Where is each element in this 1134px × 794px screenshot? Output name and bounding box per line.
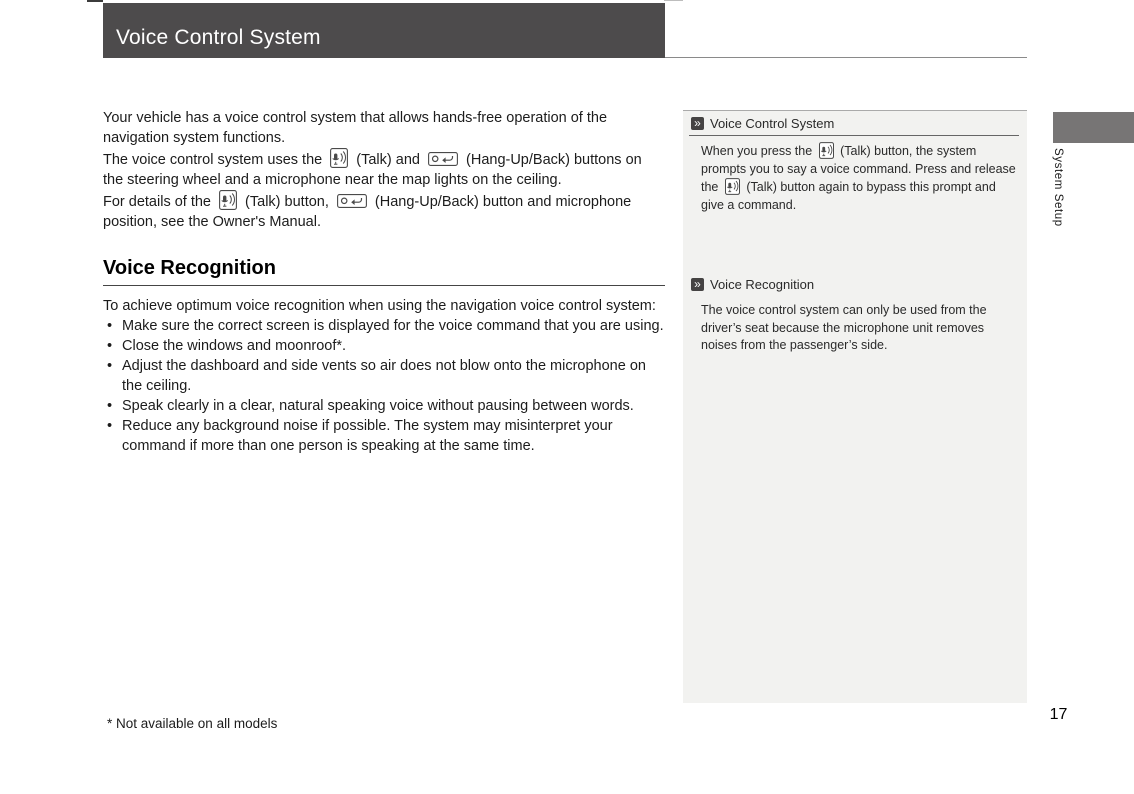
footnote: * Not available on all models [107, 716, 278, 731]
talk-icon [725, 178, 740, 195]
text-segment: (Hang-Up/Back) buttons on the steering wheel and a microphone near the map lights on the ceiling. [103, 152, 642, 188]
note-title: Voice Control System [710, 116, 835, 131]
double-chevron-icon: » [691, 117, 704, 130]
text-segment: (Talk) button, [241, 194, 333, 210]
sidebar-notes [683, 110, 1027, 703]
note-header [689, 111, 1019, 136]
double-chevron-icon: » [691, 278, 704, 291]
text-segment: (Talk) button again to bypass this prompt and give a command. [701, 180, 996, 212]
intro-paragraph-3 [103, 190, 665, 232]
note-body: The voice control system can only be used from the driver’s seat because the microphone unit removes noises from the passenger’s side. [701, 303, 987, 352]
text-segment: (Talk) button, the system prompts you to say a voice command. Press and release the [701, 144, 1016, 194]
text-segment: When you press the [701, 144, 816, 158]
note-body [701, 142, 1017, 214]
top-rule-left [87, 0, 103, 2]
note-title: Voice Recognition [710, 277, 815, 292]
bullet-item: • Reduce any background noise if possible. The system may misinterpret your command if more than one person is speaking at the same time. [103, 416, 665, 456]
main-content [103, 108, 665, 456]
section-lead: To achieve optimum voice recognition when using the navigation voice control system: [103, 298, 656, 314]
chapter-edge-tab [1053, 112, 1134, 143]
page-number: 17 [1049, 706, 1068, 723]
hang-up-back-icon [337, 194, 367, 208]
bullet-item: • Close the windows and moonroof*. [103, 336, 665, 356]
bullet-item: • Adjust the dashboard and side vents so air does not blow onto the microphone on the ceiling. [103, 356, 665, 396]
talk-icon [219, 190, 237, 210]
text-segment: (Talk) and [352, 152, 424, 168]
intro-paragraph-2 [103, 148, 665, 190]
hang-up-back-icon [428, 152, 458, 166]
chapter-edge-label: System Setup [1052, 148, 1064, 227]
text-segment: (Hang-Up/Back) button and microphone position, see the Owner's Manual. [103, 194, 632, 230]
bullet-item: • Speak clearly in a clear, natural speaking voice without pausing between words. [103, 396, 665, 416]
title-rule [665, 57, 1027, 58]
bullet-list [103, 316, 665, 456]
bullet-item: • Make sure the correct screen is displayed for the voice command that you are using. [103, 316, 665, 336]
text-segment: The voice control system uses the [103, 152, 327, 168]
note-header [689, 272, 1019, 296]
talk-icon [819, 142, 834, 159]
chapter-title: Voice Control System [116, 26, 321, 49]
chapter-title-bar [103, 3, 665, 58]
talk-icon [330, 148, 348, 168]
section-heading-voice-recognition: Voice Recognition [103, 258, 665, 286]
intro-paragraph-1: Your vehicle has a voice control system that allows hands-free operation of the navigation system functions. [103, 110, 608, 146]
text-segment: For details of the [103, 194, 216, 210]
top-rule-right [664, 0, 683, 1]
